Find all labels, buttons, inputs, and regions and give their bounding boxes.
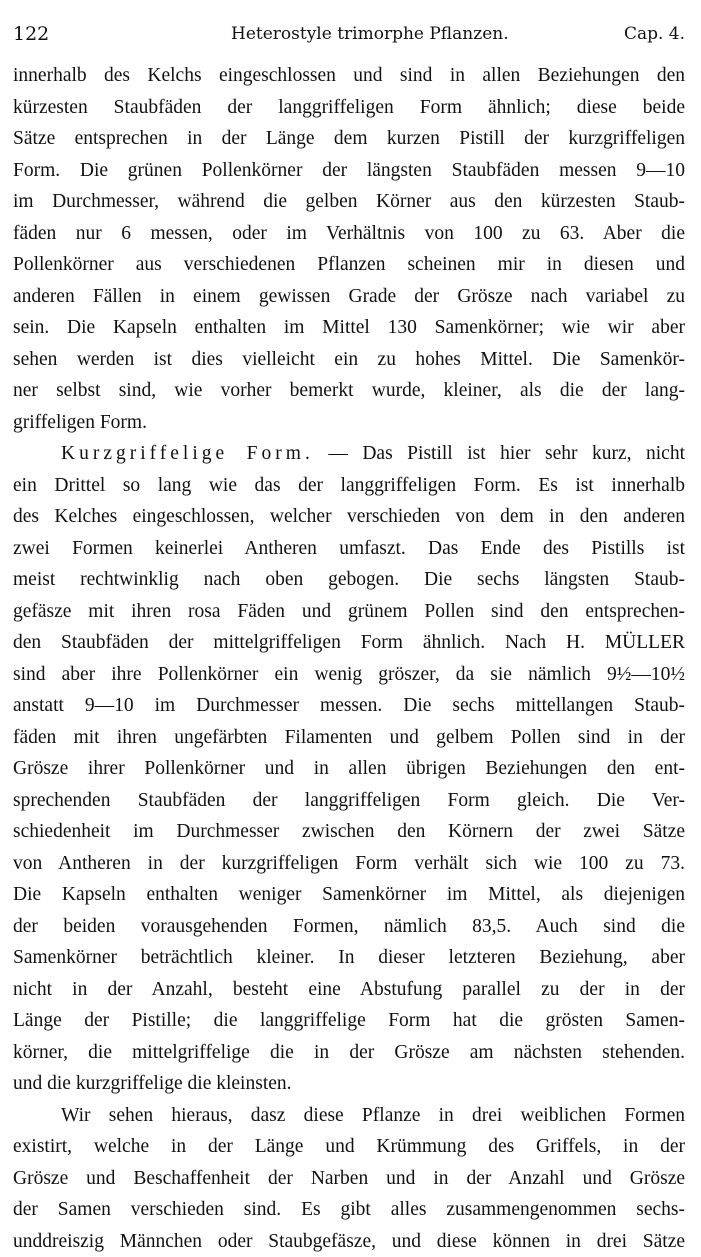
text-line: Wir sehen hieraus, dasz diese Pflanze in drei weiblichen Formen	[13, 1100, 685, 1132]
text-line: von Antheren in der kurzgriffeligen Form verhält sich wie 100 zu 73.	[13, 848, 685, 880]
text-line: körner, die mittelgriffelige die in der Grösze am nächsten stehenden.	[13, 1037, 685, 1069]
text-line: griffeligen Form.	[13, 407, 685, 439]
text-line: des Kelches eingeschlossen, welcher verschieden von dem in den anderen	[13, 501, 685, 533]
text-line: Die Kapseln enthalten weniger Samenkörner im Mittel, als diejenigen	[13, 879, 685, 911]
section-first-line	[13, 438, 685, 470]
text-line: innerhalb des Kelchs eingeschlossen und sind in allen Beziehungen den	[13, 60, 685, 92]
text-line: fäden mit ihren ungefärbten Filamenten und gelbem Pollen sind in der	[13, 722, 685, 754]
text-line: Grösze ihrer Pollenkörner und in allen übrigen Beziehungen den ent-	[13, 753, 685, 785]
text-line: nicht in der Anzahl, besteht eine Abstufung parallel zu der in der	[13, 974, 685, 1006]
page-number: 122	[13, 22, 49, 46]
text-line: Form. Die grünen Pollenkörner der längsten Staubfäden messen 9—10	[13, 155, 685, 187]
text-line: Pollenkörner aus verschiedenen Pflanzen scheinen mir in diesen und	[13, 249, 685, 281]
section-first-line-text: — Das Pistill ist hier sehr kurz, nicht	[314, 443, 685, 464]
text-line: anderen Fällen in einem gewissen Grade der Grösze nach variabel zu	[13, 281, 685, 313]
text-line: sind aber ihre Pollenkörner ein wenig gröszer, da sie nämlich 9½—10½	[13, 659, 685, 691]
text-line: im Durchmesser, während die gelben Körner aus den kürzesten Staub-	[13, 186, 685, 218]
text-line: sein. Die Kapseln enthalten im Mittel 130 Samenkörner; wie wir aber	[13, 312, 685, 344]
text-line: Grösze und Beschaffenheit der Narben und in der Anzahl und Grösze	[13, 1163, 685, 1195]
text-line: sprechenden Staubfäden der langgriffeligen Form gleich. Die Ver-	[13, 785, 685, 817]
text-line: den Staubfäden der mittelgriffeligen Form ähnlich. Nach H. MÜLLER	[13, 627, 685, 659]
text-line: gefäsze mit ihren rosa Fäden und grünem Pollen sind den entsprechen-	[13, 596, 685, 628]
text-line: anstatt 9—10 im Durchmesser messen. Die sechs mittellangen Staub-	[13, 690, 685, 722]
text-line: kürzesten Staubfäden der langgriffeligen Form ähnlich; diese beide	[13, 92, 685, 124]
text-line: Sätze entsprechen in der Länge dem kurzen Pistill der kurzgriffeligen	[13, 123, 685, 155]
text-line: Länge der Pistille; die langgriffelige Form hat die grösten Samen-	[13, 1005, 685, 1037]
chapter-label: Cap. 4.	[624, 22, 685, 46]
text-line: ner selbst sind, wie vorher bemerkt wurde, kleiner, als die der lang-	[13, 375, 685, 407]
running-header	[13, 22, 685, 46]
text-line: sehen werden ist dies vielleicht ein zu hohes Mittel. Die Samenkör-	[13, 344, 685, 376]
text-line: der beiden vorausgehenden Formen, nämlich 83,5. Auch sind die	[13, 911, 685, 943]
text-line: fäden nur 6 messen, oder im Verhältnis von 100 zu 63. Aber die	[13, 218, 685, 250]
text-line: der Samen verschieden sind. Es gibt alles zusammengenommen sechs-	[13, 1194, 685, 1226]
text-line: ein Drittel so lang wie das der langgriffeligen Form. Es ist innerhalb	[13, 470, 685, 502]
text-line: existirt, welche in der Länge und Krümmung des Griffels, in der	[13, 1131, 685, 1163]
running-title: Heterostyle trimorphe Pflanzen.	[231, 22, 509, 46]
text-line: Samenkörner beträchtlich kleiner. In dieser letzteren Beziehung, aber	[13, 942, 685, 974]
text-line: unddreiszig Männchen oder Staubgefäsze, und diese können in drei Sätze	[13, 1226, 685, 1257]
text-line: und die kurzgriffelige die kleinsten.	[13, 1068, 685, 1100]
text-line: schiedenheit im Durchmesser zwischen den Körnern der zwei Sätze	[13, 816, 685, 848]
section-heading: Kurzgriffelige Form.	[61, 443, 314, 464]
text-line: zwei Formen keinerlei Antheren umfaszt. Das Ende des Pistills ist	[13, 533, 685, 565]
body-text	[13, 60, 685, 1257]
text-line: meist rechtwinklig nach oben gebogen. Die sechs längsten Staub-	[13, 564, 685, 596]
